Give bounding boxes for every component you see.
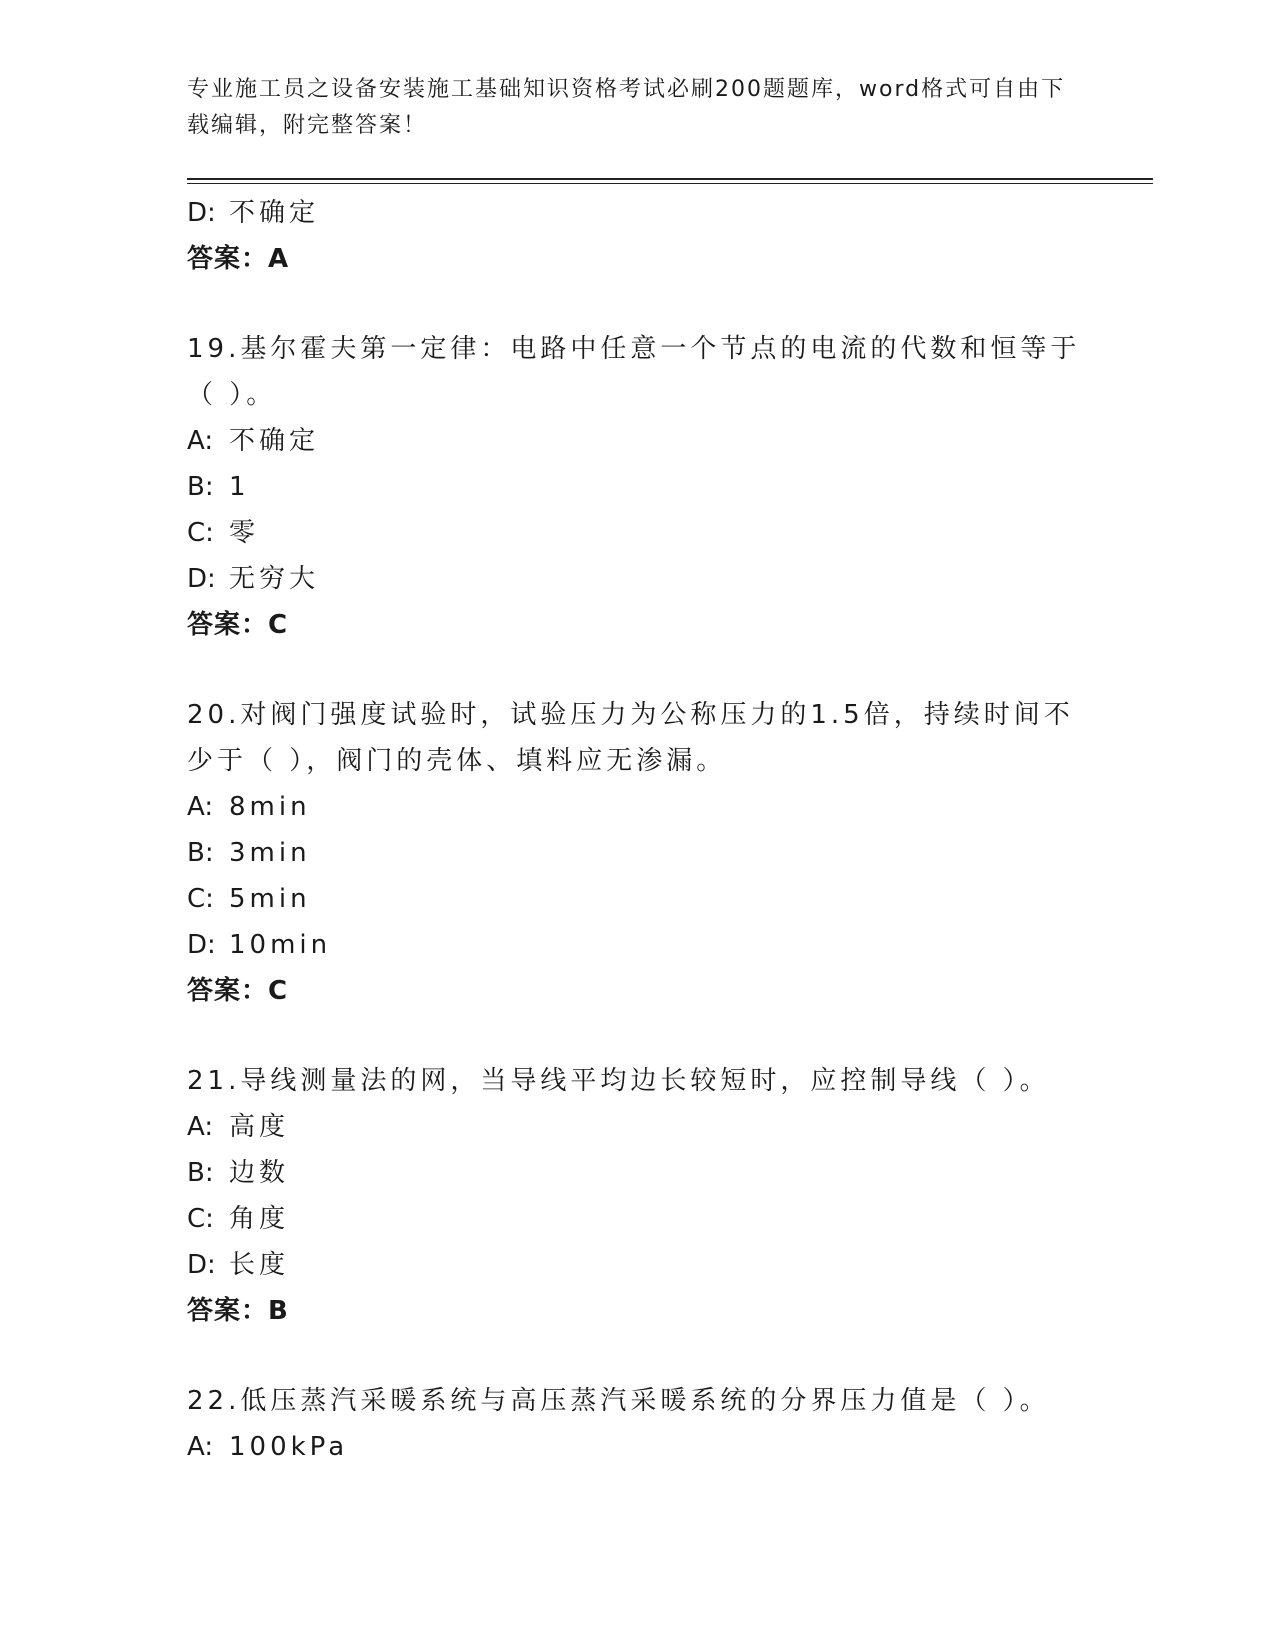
question-text: 19.基尔霍夫第一定律：电路中任意一个节点的电流的代数和恒等于（ ）。	[187, 334, 1081, 410]
option-item	[187, 1242, 1087, 1288]
document-content	[187, 190, 1087, 1470]
header-rule-thick	[187, 178, 1153, 180]
option-key: D:	[187, 564, 216, 594]
question-text: 20.对阀门强度试验时，试验压力为公称压力的1.5倍，持续时间不少于（ ），阀门的壳体、填料应无渗漏。	[187, 700, 1074, 776]
question-text: 21.导线测量法的网，当导线平均边长较短时，应控制导线（ ）。	[187, 1066, 1050, 1096]
option-key: B:	[187, 472, 214, 502]
answer-line: 答案：A	[187, 244, 290, 274]
option-key: C:	[187, 884, 214, 914]
option-text: 无穷大	[229, 564, 320, 594]
header-rule-thin	[187, 183, 1153, 184]
option-item	[187, 830, 1087, 876]
option-text: 边数	[229, 1158, 290, 1188]
option-text: 1	[229, 472, 250, 502]
option-item	[187, 510, 1087, 556]
option-key: A:	[187, 426, 214, 456]
answer-line: 答案：C	[187, 610, 289, 640]
option-item	[187, 1424, 1087, 1470]
option-text: 不确定	[229, 426, 320, 456]
option-text: 高度	[229, 1112, 290, 1142]
option-item	[187, 784, 1087, 830]
option-text: 3min	[229, 838, 311, 868]
option-item	[187, 464, 1087, 510]
option-item	[187, 1196, 1087, 1242]
option-item	[187, 1104, 1087, 1150]
option-key: C:	[187, 518, 214, 548]
answer-line: 答案：B	[187, 1296, 289, 1326]
option-key: A:	[187, 1112, 214, 1142]
option-key: D:	[187, 1250, 216, 1280]
option-text: 长度	[229, 1250, 290, 1280]
option-item	[187, 922, 1087, 968]
option-text: 10min	[229, 930, 332, 960]
option-key: A:	[187, 792, 214, 822]
option-text: 不确定	[229, 198, 320, 228]
option-text: 5min	[229, 884, 311, 914]
option-text: 100kPa	[229, 1432, 349, 1462]
question-text: 22.低压蒸汽采暖系统与高压蒸汽采暖系统的分界压力值是（ ）。	[187, 1386, 1050, 1416]
option-item	[187, 418, 1087, 464]
option-text: 8min	[229, 792, 311, 822]
option-key: B:	[187, 1158, 214, 1188]
option-item	[187, 556, 1087, 602]
option-text: 零	[229, 518, 260, 548]
document-header: 专业施工员之设备安装施工基础知识资格考试必刷200题题库，word格式可自由下载编辑，附完整答案！	[187, 77, 1066, 138]
option-key: B:	[187, 838, 214, 868]
answer-line: 答案：C	[187, 976, 289, 1006]
option-key: D:	[187, 198, 216, 228]
option-key: D:	[187, 930, 216, 960]
option-key: C:	[187, 1204, 214, 1234]
option-key: A:	[187, 1432, 214, 1462]
option-item	[187, 876, 1087, 922]
option-item	[187, 1150, 1087, 1196]
option-text: 角度	[229, 1204, 290, 1234]
option-item	[187, 190, 1087, 236]
